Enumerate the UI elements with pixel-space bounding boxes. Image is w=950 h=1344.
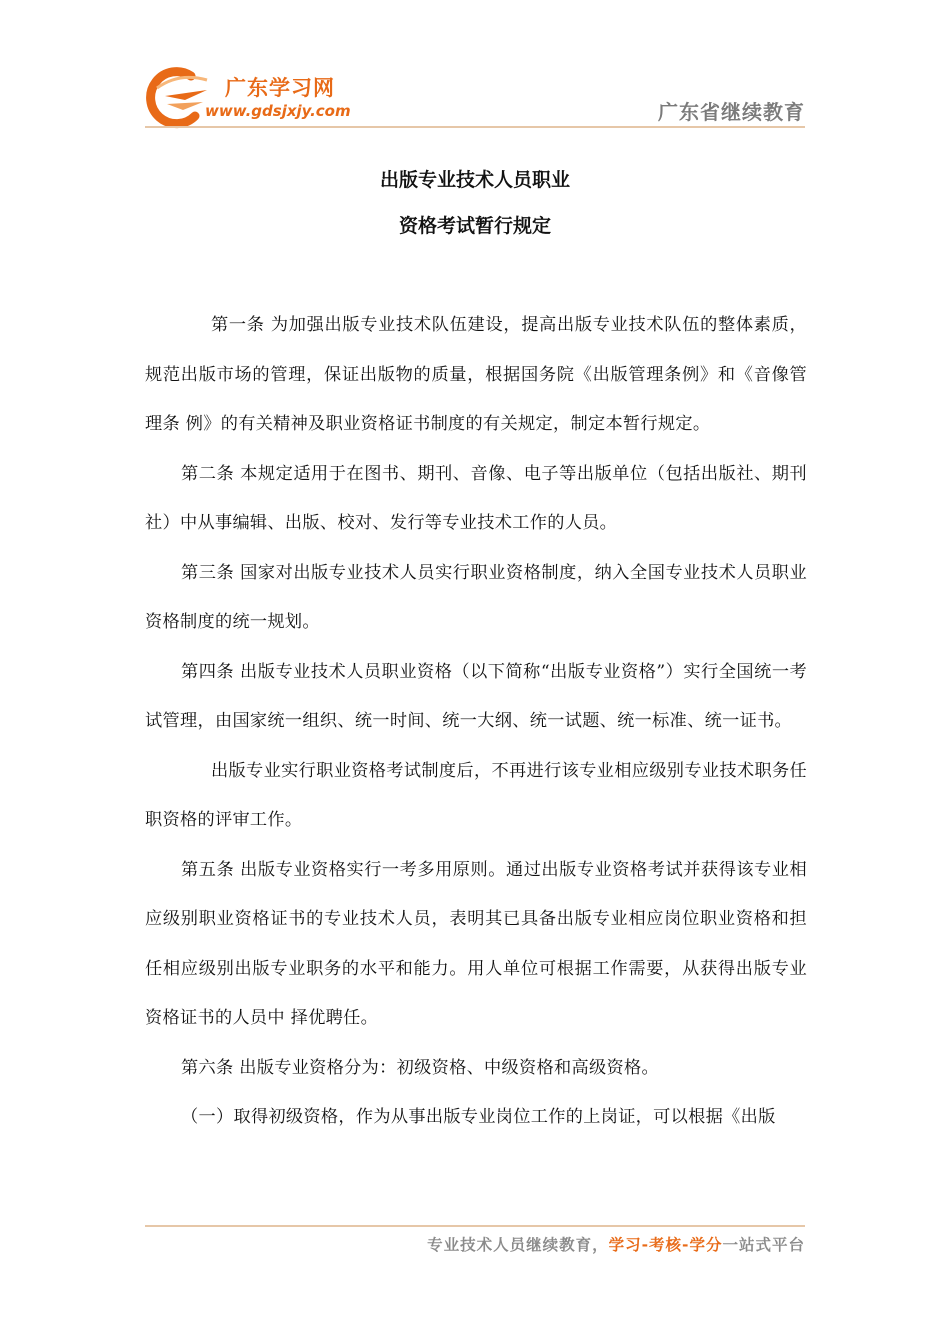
footer-slogan-part3: 一站式平台 (722, 1236, 805, 1254)
logo-swoosh-icon (145, 66, 217, 130)
footer-slogan-part1: 专业技术人员继续教育， (427, 1236, 609, 1254)
footer-slogan (427, 1233, 805, 1255)
header-tagline: 广东省继续教育 (658, 100, 805, 124)
logo-title: 广东学习网 (225, 76, 335, 100)
footer-divider (145, 1225, 805, 1227)
paragraph-article-1: 第一条 为加强出版专业技术队伍建设，提高出版专业技术队伍的整体素质，规范出版市场的管理，保证出版物的质量，根据国务院《出版管理条例》和《音像管理条 例》的有关精神及职业资格证书制度的有关规定，制定本暂行规定。 (145, 315, 807, 434)
paragraph-article-2: 第二条 本规定适用于在图书、期刊、音像、电子等出版单位（包括出版社、期刊社）中从事编辑、出版、校对、发行等专业技术工作的人员。 (145, 463, 807, 533)
paragraph-article-6: 第六条 出版专业资格分为：初级资格、中级资格和高级资格。 (181, 1057, 659, 1078)
site-logo[interactable] (145, 66, 385, 130)
paragraph-article-3: 第三条 国家对出版专业技术人员实行职业资格制度，纳入全国专业技术人员职业资格制度的统一规划。 (145, 562, 807, 632)
paragraph-article-4-note: 出版专业实行职业资格考试制度后，不再进行该专业相应级别专业技术职务任职资格的评审工作。 (145, 760, 807, 830)
header-divider (145, 126, 805, 128)
footer-slogan-part2: 学习-考核-学分 (608, 1236, 723, 1254)
paragraph-article-4: 第四条 出版专业技术人员职业资格（以下简称“出版专业资格”）实行全国统一考试管理，由国家统一组织、统一时间、统一大纲、统一试题、统一标准、统一证书。 (145, 661, 807, 731)
paragraph-article-6-item-1: （一）取得初级资格，作为从事出版专业岗位工作的上岗证，可以根据《出版 (181, 1107, 776, 1127)
paragraph-article-5: 第五条 出版专业资格实行一考多用原则。通过出版专业资格考试并获得该专业相应级别职业资格证书的专业技术人员，表明其已具备出版专业相应岗位职业资格和担任相应级别出版专业职务的水平和能力。用人单位可根据工作需要，从获得出版专业资格证书的人员中 择优聘任。 (145, 859, 807, 1028)
logo-url[interactable]: www.gdsjxjy.com (205, 102, 351, 120)
document-body (145, 301, 807, 1143)
document-title-line2: 资格考试暂行规定 (398, 215, 551, 237)
document-title-line1: 出版专业技术人员职业 (379, 169, 570, 191)
